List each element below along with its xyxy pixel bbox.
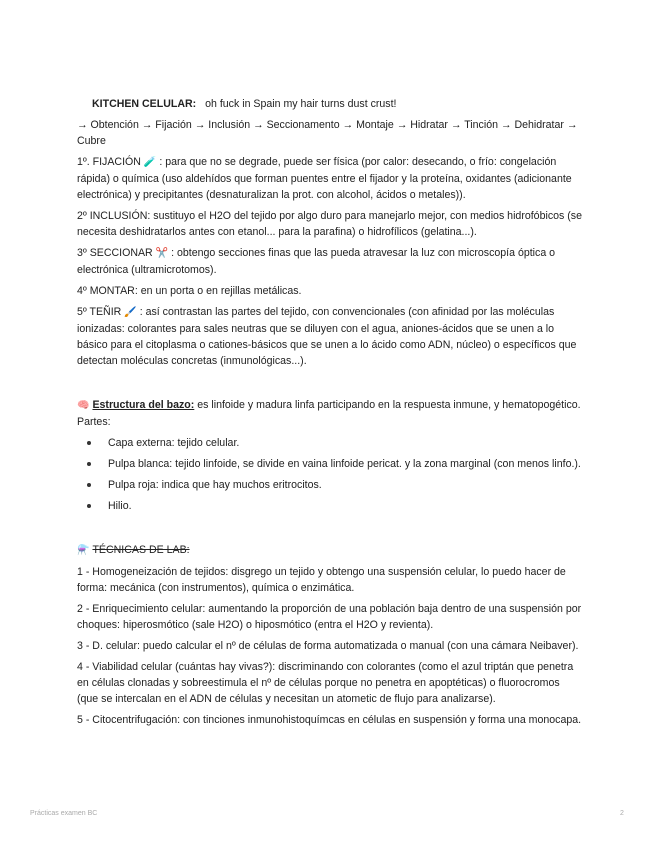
intro-line (77, 96, 582, 112)
paintbrush-icon: 🖌️ (124, 307, 137, 318)
tecnica-item: 1 - Homogeneización de tejidos: disgrego un tejido y obtengo una suspensión celular, lo puedo hacer de forma: mecánica (con instrumentos), química o enzimática. (77, 566, 566, 594)
tecnica-item: 4 - Viabilidad celular (cuántas hay vivas?): discriminando con colorantes (como el azul triptán que penetra en células clonadas y sobreestimula el nº de células porque no penetra en apoptéticas) o fluorocromos (que se intercalan en el ADN de células y necesitan un atometic de flujo para analizarse). (77, 661, 574, 705)
step-text: : obtengo secciones finas que las pueda atravesar la luz con microscopía óptica o electrónica (ultramicrotomos). (77, 247, 556, 276)
list-item: Pulpa blanca: tejido linfoide, se divide en vaina linfoide pericat. y la zona marginal (con menos linfo.). (77, 456, 582, 472)
process-flow: → Obtención → Fijación → Inclusión → Seccionamento → Montaje → Hidratar → Tinción → Dehidratar → Cubre (77, 119, 578, 147)
bazo-heading (77, 397, 582, 430)
step-label: 3º SECCIONAR (77, 247, 153, 259)
intro-text: oh fuck in Spain my hair turns dust crust! (205, 98, 397, 110)
list-item: Capa externa: tejido celular. (77, 435, 582, 451)
document-content (77, 96, 582, 733)
list-item: Hilio. (77, 498, 582, 514)
step-tenir (77, 304, 582, 369)
step-label: 2º INCLUSIÓN (77, 210, 148, 222)
step-fijacion (77, 154, 582, 203)
brain-icon: 🧠 (77, 400, 90, 411)
step-montar (77, 283, 582, 299)
step-text: : en un porta o en rejillas metálicas. (134, 285, 302, 297)
list-item: Pulpa roja: indica que hay muchos eritrocitos. (77, 477, 582, 493)
tecnica-item: 2 - Enriquecimiento celular: aumentando la proporción de una población baja dentro de una suspensión por choques: hiperosmótico (sale H2O) o hiposmótico (entra el H2O y revienta). (77, 603, 582, 631)
footer-title: Prácticas examen BC (30, 810, 98, 817)
page-number: 2 (620, 810, 624, 817)
step-label: 4º MONTAR (77, 285, 135, 297)
alembic-icon: ⚗️ (77, 545, 90, 556)
step-label: 1º. FIJACIÓN (77, 156, 141, 168)
bazo-text: es linfoide y madura linfa participando en la respuesta inmune, y hematopogético. Partes: (77, 399, 581, 428)
tecnicas-heading (77, 542, 582, 559)
scissors-icon: ✂️ (155, 248, 169, 259)
step-inclusion (77, 208, 582, 240)
step-text: : sustituyo el H2O del tejido por algo duro para manejarlo mejor, con medios hidrofóbicos (se necesita deshidratarlos antes con etanol... para la parafina) o hidrofílicos (gelatina...). (77, 210, 582, 238)
step-text: : así contrastan las partes del tejido, con convencionales (con afinidad por las moléculas ionizadas: colorantes para sales neutras que se diluyen con el agua, aniones-ácidos que se unen a lo básico para el citoplasma o cationes-básicos que se unen a lo ácido como ADN, núcleo) o específicos que detectan moléculas concretas (inmunológicas...). (77, 306, 577, 367)
bazo-title: Estructura del bazo: (92, 399, 195, 411)
intro-label: KITCHEN CELULAR: (92, 98, 197, 110)
step-seccionar (77, 245, 582, 278)
tecnica-item: 5 - Citocentrifugación: con tinciones inmunohistoquímcas en células en suspensión y forma una monocapa. (77, 714, 582, 726)
test-tube-icon: 🧪 (143, 157, 157, 168)
tecnica-item: 3 - D. celular: puedo calcular el nº de células de forma automatizada o manual (con una cámara Neibaver). (77, 640, 579, 652)
tecnicas-title: TÉCNICAS DE LAB: (92, 544, 190, 556)
bazo-parts-list (77, 435, 582, 514)
step-label: 5º TEÑIR (77, 306, 122, 318)
step-text: : para que no se degrade, puede ser física (por calor: desecando, o frío: congelación rápida) o química (uso aldehídos que forman puentes entre el fijador y la proteína, oxidantes (adicionante electrónica) y precipitantes (desnaturalizan la prot. con alcohol, ácidos o metales)). (77, 156, 572, 201)
